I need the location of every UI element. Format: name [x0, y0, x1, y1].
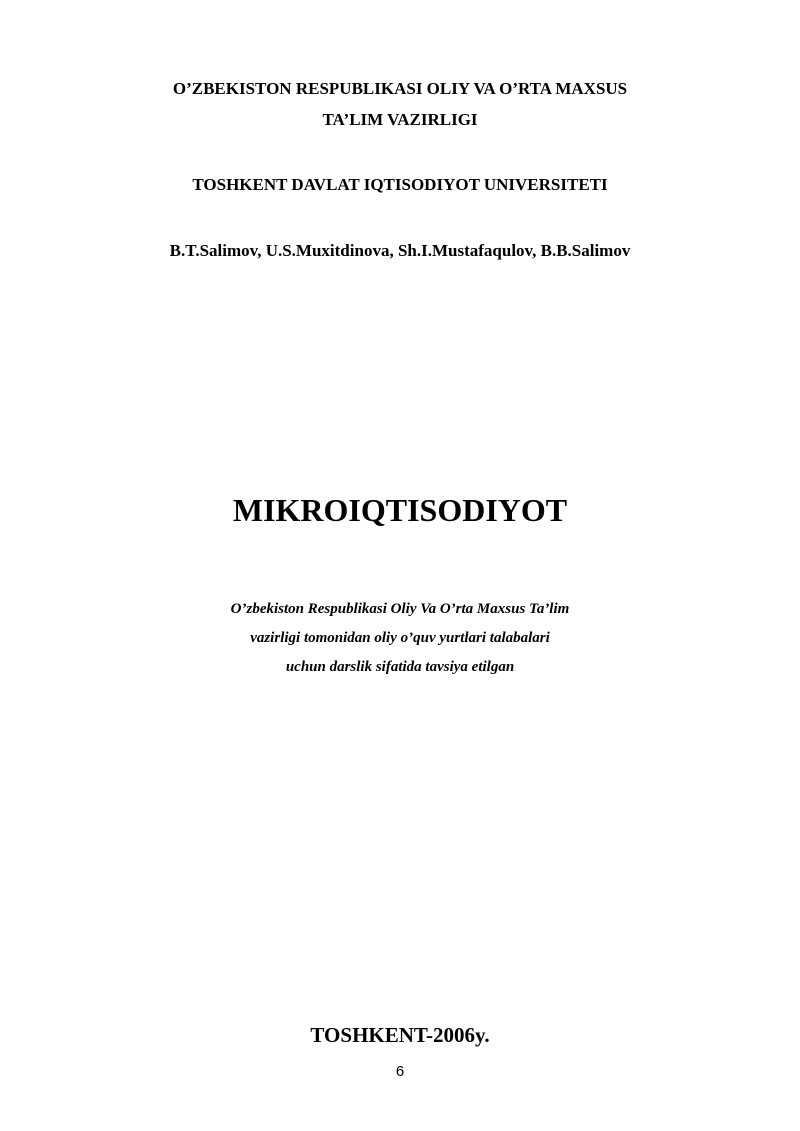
authors-line: B.T.Salimov, U.S.Muxitdinova, Sh.I.Mustafaqulov, B.B.Salimov — [169, 241, 631, 260]
publication-place-year: TOSHKENT-2006y. — [310, 1023, 490, 1047]
ministry-name-line-1: O’ZBEKISTON RESPUBLIKASI OLIY VA O’RTA MAXSUS — [172, 79, 628, 98]
book-title: MIKROIQTISODIYOT — [232, 492, 568, 528]
university-name: TOSHKENT DAVLAT IQTISODIYOT UNIVERSITETI — [192, 175, 608, 194]
ministry-name-line-2: TA’LIM VAZIRLIGI — [322, 110, 478, 129]
recommendation-line-1: O’zbekiston Respublikasi Oliy Va O’rta Maxsus Ta’lim — [230, 601, 570, 617]
page-number: 6 — [395, 1063, 405, 1080]
recommendation-line-2: vazirligi tomonidan oliy o’quv yurtlari talabalari — [250, 630, 550, 646]
recommendation-line-3: uchun darslik sifatida tavsiya etilgan — [285, 659, 515, 675]
